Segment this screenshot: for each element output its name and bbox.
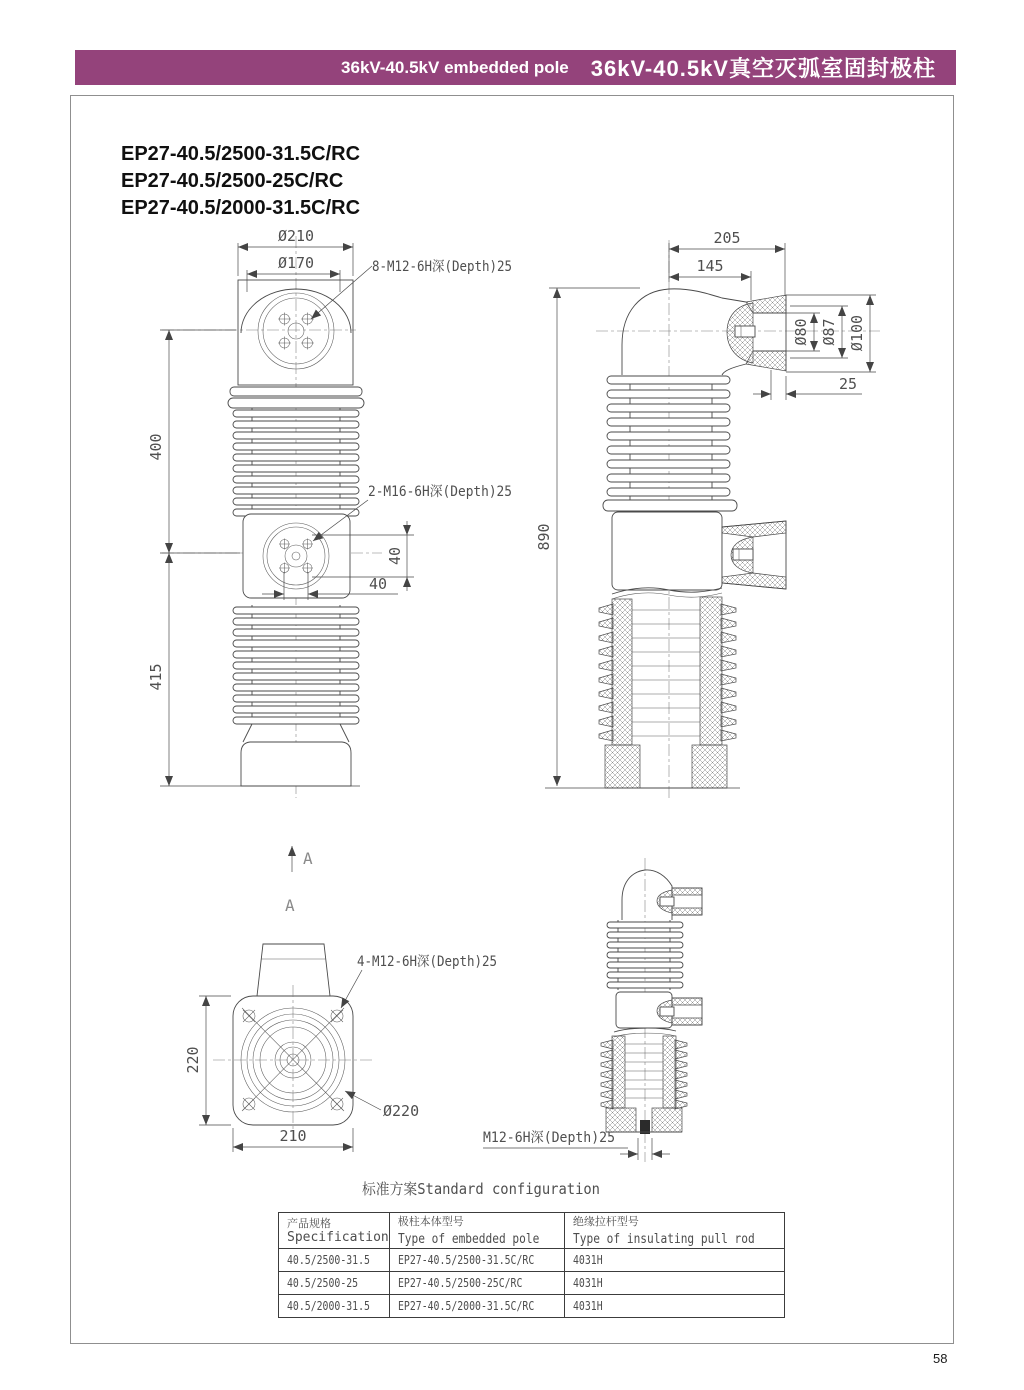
side-lower-section [599, 588, 736, 788]
dim-label-dia100: Ø100 [848, 314, 866, 352]
col-header-specification-en: Specification [287, 1229, 389, 1245]
side-upper-fin-stack [603, 376, 737, 512]
cell-spec-3 [279, 1295, 390, 1318]
cell-text: 4031H [572, 1253, 603, 1267]
cell-text: 40.5/2000-31.5 [287, 1299, 370, 1313]
dim-label-4m12: 4-M12-6H深(Depth)25 [357, 954, 497, 970]
lower-fin-stack [233, 605, 359, 724]
dim-label-m12: M12-6H深(Depth)25 [483, 1130, 615, 1146]
model-line-3: EP27-40.5/2000-31.5C/RC [121, 197, 361, 219]
col-header-pole-type-en: Type of embedded pole [397, 1231, 540, 1247]
dim-label-205: 205 [713, 229, 741, 247]
section-view-dimensions [483, 1130, 670, 1160]
dim-label-dia220: Ø220 [383, 1102, 420, 1120]
table-row [279, 1272, 785, 1295]
dim-label-dia210: Ø210 [277, 227, 315, 245]
table-header-row [279, 1213, 785, 1249]
table-title: 标准方案Standard configuration [362, 1180, 600, 1198]
cell-text: 40.5/2500-31.5 [287, 1253, 370, 1267]
col-header-pole-type-zh: 极柱本体型号 [397, 1214, 464, 1228]
bottom-view-dimensions [184, 954, 497, 1152]
col-header-pull-rod [564, 1213, 784, 1249]
cell-rod-1 [564, 1249, 784, 1272]
cell-spec-2 [279, 1272, 390, 1295]
cell-pole-1 [389, 1249, 564, 1272]
cell-rod-2 [564, 1272, 784, 1295]
col-header-specification [279, 1213, 390, 1249]
cell-pole-3 [389, 1295, 564, 1318]
dim-label-top-bolts: 8-M12-6H深(Depth)25 [372, 259, 512, 275]
col-header-pull-rod-en: Type of insulating pull rod [572, 1231, 755, 1247]
page-number: 58 [933, 1351, 948, 1366]
cell-rod-3 [564, 1295, 784, 1318]
cell-pole-2 [389, 1272, 564, 1295]
section-view-drawing [483, 858, 702, 1162]
cell-text: EP27-40.5/2000-31.5C/RC [397, 1299, 535, 1313]
section-lower-body [601, 1028, 687, 1134]
standard-configuration-table [278, 1212, 785, 1318]
model-line-2: EP27-40.5/2500-25C/RC [121, 170, 344, 192]
col-header-specification-zh: 产品规格 [287, 1216, 331, 1230]
cell-text: 4031H [572, 1276, 603, 1290]
dim-label-dia80: Ø80 [792, 318, 810, 346]
dim-label-25: 25 [838, 375, 858, 393]
dim-label-210: 210 [279, 1127, 307, 1145]
dim-label-415: 415 [147, 663, 165, 691]
table-row [279, 1295, 785, 1318]
dim-label-220: 220 [184, 1046, 202, 1074]
dim-label-dia170: Ø170 [277, 254, 315, 272]
model-line-1: EP27-40.5/2500-31.5C/RC [121, 143, 361, 165]
col-header-pull-rod-zh: 绝缘拉杆型号 [572, 1214, 639, 1228]
col-header-pole-type [389, 1213, 564, 1249]
cell-text: EP27-40.5/2500-31.5C/RC [397, 1253, 535, 1267]
cell-text: 40.5/2500-25 [287, 1276, 359, 1290]
table-row [279, 1249, 785, 1272]
section-arrow-label: A [303, 849, 313, 868]
dim-label-mid-bolts: 2-M16-6H深(Depth)25 [368, 484, 512, 500]
dim-label-890: 890 [535, 523, 553, 551]
bottom-view-drawing [184, 846, 497, 1152]
header-title-zh: 36kV-40.5kV真空灭弧室固封极柱 [590, 56, 936, 81]
cell-text: EP27-40.5/2500-25C/RC [397, 1276, 523, 1290]
view-label-a: A [285, 896, 295, 915]
dim-label-dia87: Ø87 [820, 318, 838, 346]
front-view-drawing [147, 227, 512, 798]
dim-label-145: 145 [696, 257, 724, 275]
cell-spec-1 [279, 1249, 390, 1272]
dim-label-40-horizontal: 40 [368, 575, 388, 593]
side-view-drawing [535, 229, 880, 800]
header-title-en: 36kV-40.5kV embedded pole [341, 57, 569, 77]
dim-label-40-vertical: 40 [386, 546, 404, 566]
dim-label-400: 400 [147, 433, 165, 461]
cell-text: 4031H [572, 1299, 603, 1313]
